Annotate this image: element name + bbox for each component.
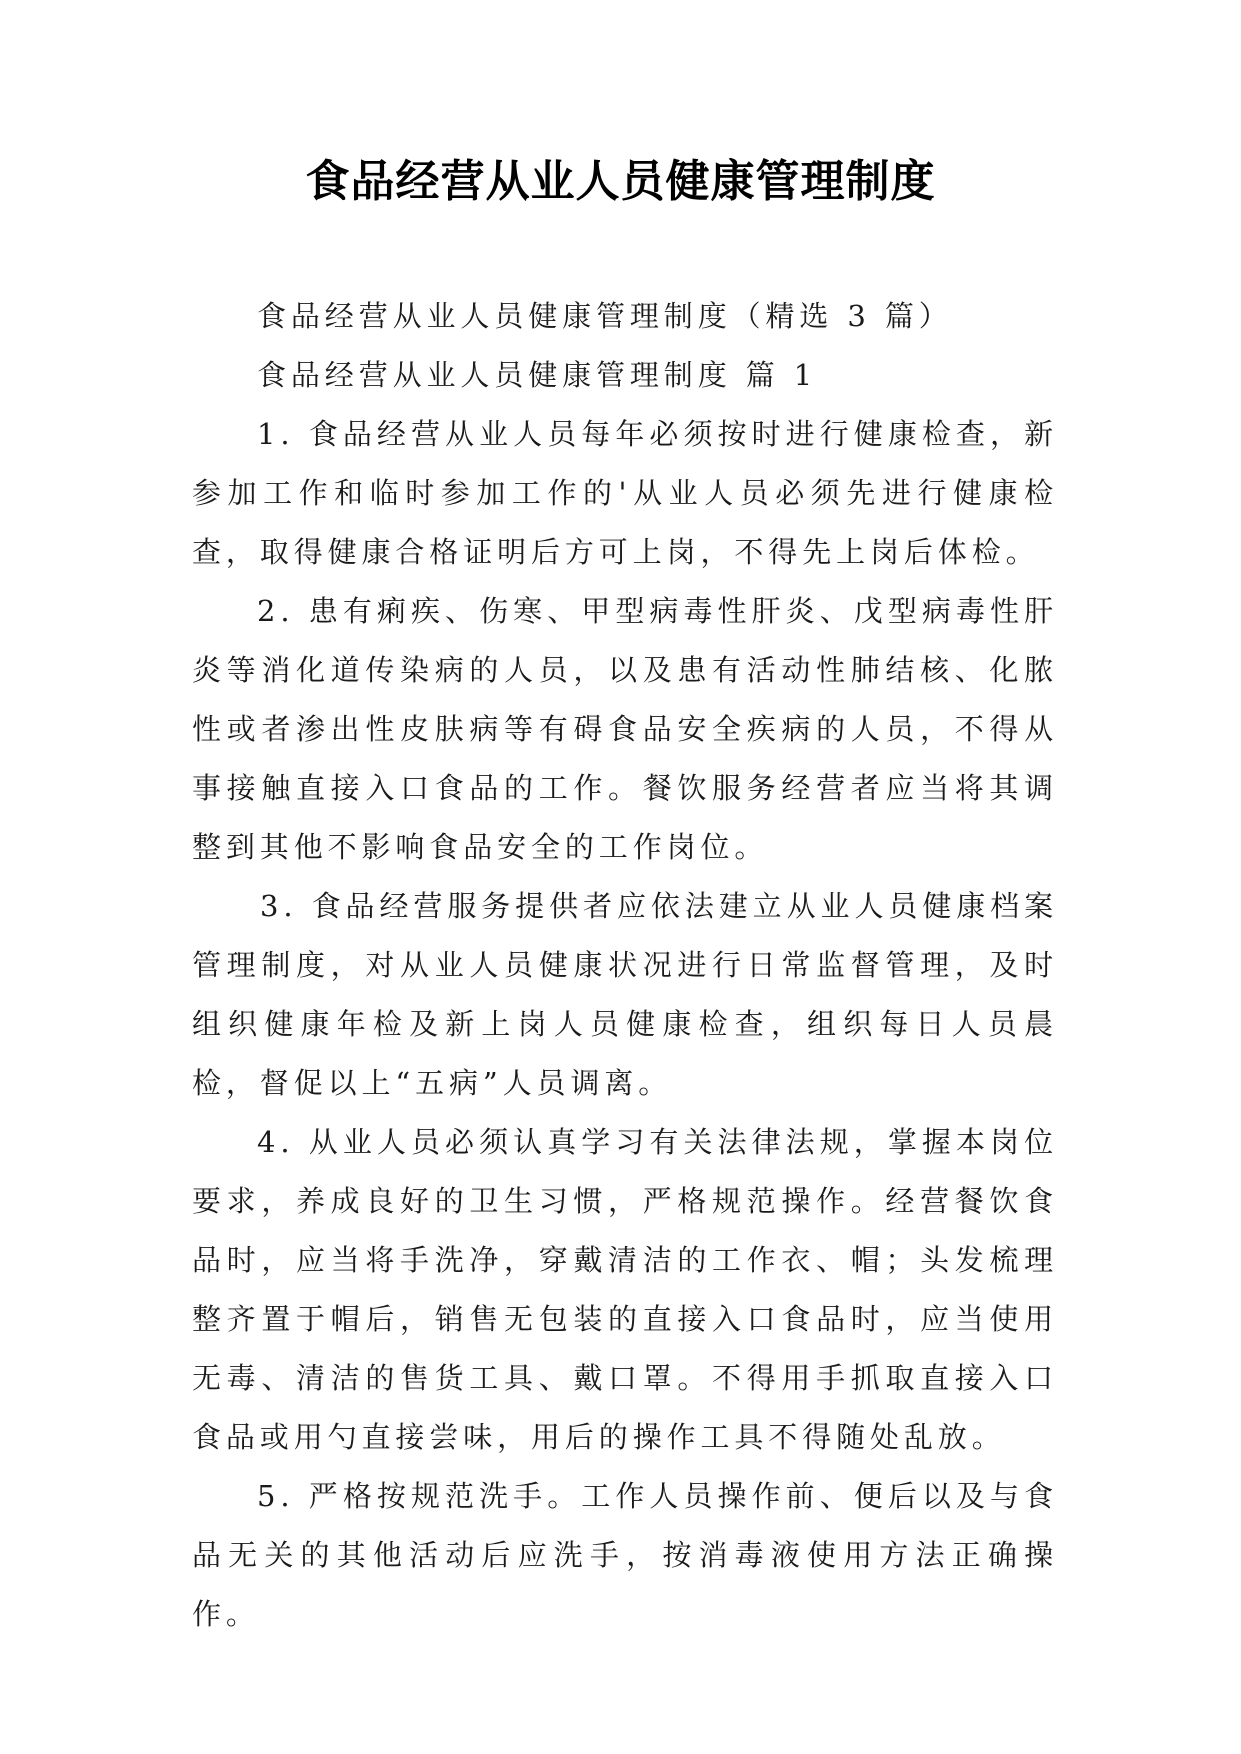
paragraph-5: 5. 严格按规范洗手。工作人员操作前、便后以及与食品无关的其他活动后应洗手，按消毒液使用方法正确操作。	[192, 1479, 1058, 1631]
paragraph-2: 2. 患有痢疾、伤寒、甲型病毒性肝炎、戊型病毒性肝炎等消化道传染病的人员，以及患有活动性肺结核、化脓性或者渗出性皮肤病等有碍食品安全疾病的人员，不得从事接触直接入口食品的工作。餐饮服务经营者应当将其调整到其他不影响食品安全的工作岗位。	[192, 594, 1058, 864]
document-title: 食品经营从业人员健康管理制度	[305, 156, 936, 207]
paragraph-1: 1. 食品经营从业人员每年必须按时进行健康检查，新参加工作和临时参加工作的'从业人员必须先进行健康检查，取得健康合格证明后方可上岗，不得先上岗后体检。	[192, 417, 1058, 569]
section-heading: 食品经营从业人员健康管理制度 篇 1	[257, 358, 818, 392]
document-intro: 食品经营从业人员健康管理制度（精选 3 篇）	[257, 299, 953, 333]
paragraph-4: 4. 从业人员必须认真学习有关法律法规，掌握本岗位要求，养成良好的卫生习惯，严格规范操作。经营餐饮食品时，应当将手洗净，穿戴清洁的工作衣、帽；头发梳理整齐置于帽后，销售无包装的直接入口食品时，应当使用无毒、清洁的售货工具、戴口罩。不得用手抓取直接入口食品或用勺直接尝味，用后的操作工具不得随处乱放。	[192, 1125, 1058, 1454]
paragraph-3: 3. 食品经营服务提供者应依法建立从业人员健康档案管理制度，对从业人员健康状况进行日常监督管理，及时组织健康年检及新上岗人员健康检查，组织每日人员晨检，督促以上“五病”人员调离。	[192, 889, 1058, 1100]
document-body	[192, 287, 1058, 1644]
